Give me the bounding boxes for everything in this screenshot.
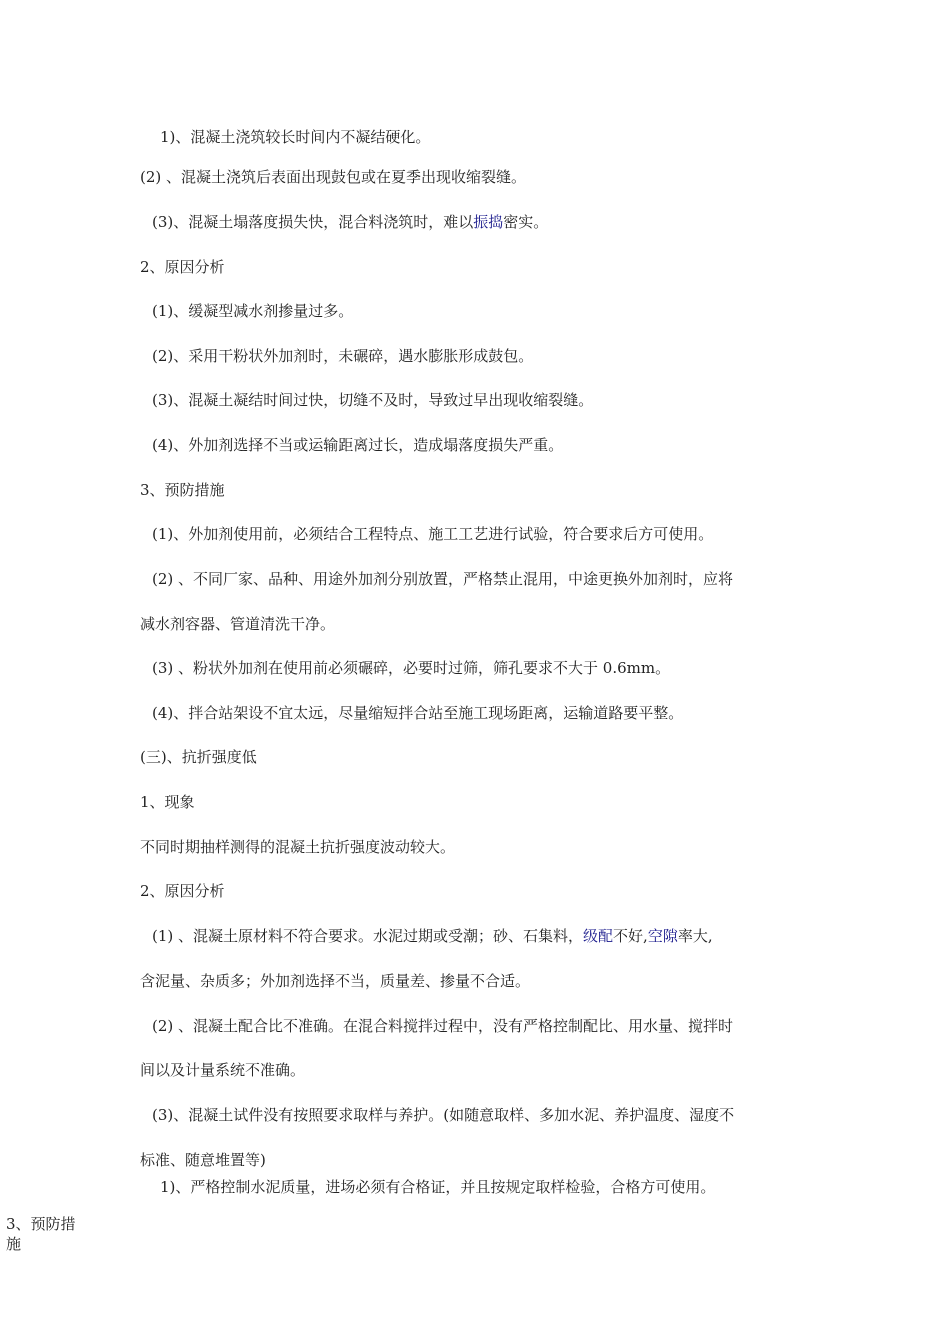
section-heading: (三)、抗折强度低 [140, 748, 257, 766]
text-line: (2) 、不同厂家、品种、用途外加剂分别放置，严格禁止混用，中途更换外加剂时，应将 [152, 570, 734, 588]
glossary-link[interactable]: 振捣 [473, 213, 504, 231]
text-line: (2) 、混凝土浇筑后表面出现鼓包或在夏季出现收缩裂缝。 [140, 168, 527, 186]
text-line: 1)、混凝土浇筑较长时间内不凝结硬化。 [160, 128, 431, 146]
text-line: (3)、混凝土凝结时间过快，切缝不及时，导致过早出现收缩裂缝。 [152, 391, 594, 409]
text-line: 减水剂容器、管道清洗干净。 [140, 615, 336, 633]
text-line: (3)、混凝土试件没有按照要求取样与养护。(如随意取样、多加水泥、养护温度、湿度不 [152, 1106, 735, 1124]
text-line: 1)、严格控制水泥质量，进场必须有合格证，并且按规定取样检验，合格方可使用。 [160, 1178, 716, 1196]
text-line: (1)、外加剂使用前，必须结合工程特点、施工工艺进行试验，符合要求后方可使用。 [152, 525, 714, 543]
text-line: 含泥量、杂质多；外加剂选择不当，质量差、掺量不合适。 [140, 972, 531, 990]
glossary-link[interactable]: 空隙 [647, 927, 678, 945]
text-line: (1) 、混凝土原材料不符合要求。水泥过期或受潮；砂、石集料，级配不好,空隙率大, [152, 927, 713, 945]
text-line: (2)、采用干粉状外加剂时，未碾碎，遇水膨胀形成鼓包。 [152, 347, 534, 365]
glossary-link[interactable]: 级配 [583, 927, 614, 945]
section-heading: 3、预防措施 [140, 481, 225, 499]
text-line: 标准、随意堆置等) [140, 1151, 266, 1169]
section-heading: 2、原因分析 [140, 882, 225, 900]
text-line: (2) 、混凝土配合比不准确。在混合料搅拌过程中，没有严格控制配比、用水量、搅拌时 [152, 1017, 734, 1035]
text-line: 间以及计量系统不准确。 [140, 1061, 306, 1079]
section-heading: 2、原因分析 [140, 258, 225, 276]
text-line: (4)、外加剂选择不当或运输距离过长，造成塌落度损失严重。 [152, 436, 564, 454]
section-heading: 1、现象 [140, 793, 195, 811]
text-line: (4)、拌合站架设不宜太远，尽量缩短拌合站至施工现场距离，运输道路要平整。 [152, 704, 684, 722]
text-line: (1)、缓凝型减水剂掺量过多。 [152, 302, 354, 320]
text-line: 不同时期抽样测得的混凝土抗折强度波动较大。 [140, 838, 456, 856]
text-line: (3) 、粉状外加剂在使用前必须碾碎，必要时过筛，筛孔要求不大于 0.6mm。 [152, 659, 671, 677]
text-line: (3)、混凝土塌落度损失快，混合料浇筑时，难以振捣密实。 [152, 213, 549, 231]
side-heading: 3、预防措施 [6, 1215, 76, 1253]
